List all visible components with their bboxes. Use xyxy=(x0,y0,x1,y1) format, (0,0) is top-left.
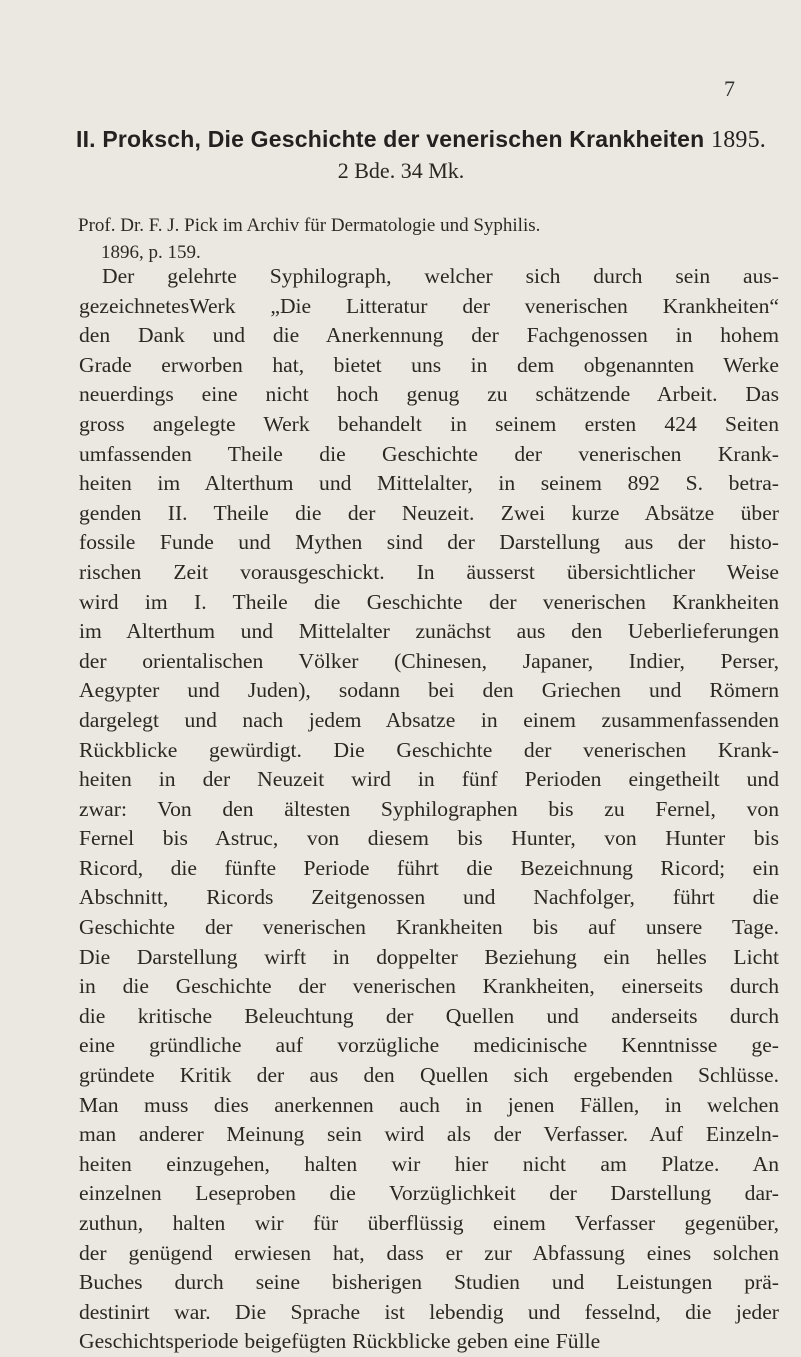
body-line: genden II. Theile die der Neuzeit. Zwei kurze Absätze über xyxy=(79,500,779,525)
body-line: man anderer Meinung sein wird als der Verfasser. Auf Einzeln- xyxy=(79,1122,779,1147)
page-number: 7 xyxy=(724,76,735,101)
body-line: umfassenden Theile die Geschichte der venerischen Krank- xyxy=(79,441,779,466)
section-title xyxy=(76,126,776,154)
body-line: Rückblicke gewürdigt. Die Geschichte der venerischen Krank- xyxy=(79,737,779,762)
body-line: Der gelehrte Syphilograph, welcher sich durch sein aus- xyxy=(102,264,779,288)
body-line: Geschichtsperiode beigefügten Rückblicke geben eine Fülle xyxy=(79,1329,601,1354)
review-citation xyxy=(78,212,778,266)
body-line: wird im I. Theile die Geschichte der venerischen Krankheiten xyxy=(79,589,779,614)
body-line: Buches durch seine bisherigen Studien und Leistungen prä- xyxy=(79,1270,779,1295)
body-line: Die Darstellung wirft in doppelter Beziehung ein helles Licht xyxy=(79,944,779,969)
review-body xyxy=(79,262,779,1357)
body-line: die kritische Beleuchtung der Quellen und anderseits durch xyxy=(79,1003,779,1028)
body-line: fossile Funde und Mythen sind der Darstellung aus der histo- xyxy=(79,530,779,555)
body-line: Grade erworben hat, bietet uns in dem obgenannten Werke xyxy=(79,352,779,377)
body-line: Man muss dies anerkennen auch in jenen Fällen, in welchen xyxy=(79,1092,779,1117)
body-line: Ricord, die fünfte Periode führt die Bezeichnung Ricord; ein xyxy=(79,855,779,880)
body-line: in die Geschichte der venerischen Krankheiten, einerseits durch xyxy=(79,974,779,999)
body-line: gründete Kritik der aus den Quellen sich ergebenden Schlüsse. xyxy=(79,1063,779,1088)
body-line: Fernel bis Astruc, von diesem bis Hunter, von Hunter bis xyxy=(79,826,779,851)
body-line: im Alterthum und Mittelalter zunächst aus den Ueberlieferungen xyxy=(79,619,779,644)
body-line: Abschnitt, Ricords Zeitgenossen und Nachfolger, führt die xyxy=(79,885,779,910)
body-line: den Dank und die Anerkennung der Fachgenossen in hohem xyxy=(79,323,779,348)
body-line: Aegypter und Juden), sodann bei den Griechen und Römern xyxy=(79,678,779,703)
body-line: heiten einzugehen, halten wir hier nicht am Platze. An xyxy=(79,1151,779,1176)
section-subtitle: 2 Bde. 34 Mk. xyxy=(337,158,465,183)
body-line: rischen Zeit vorausgeschickt. In äusserst übersichtlicher Weise xyxy=(79,559,779,584)
section-title-text: II. Proksch, Die Geschichte der venerischen Krankheiten xyxy=(76,126,705,152)
body-line: dargelegt und nach jedem Absatze in einem zusammenfassenden xyxy=(79,707,779,732)
body-line: heiten im Alterthum und Mittelalter, in seinem 892 S. betra- xyxy=(79,471,779,496)
body-line: neuerdings eine nicht hoch genug zu schätzende Arbeit. Das xyxy=(79,382,779,407)
body-line: der orientalischen Völker (Chinesen, Japaner, Indier, Perser, xyxy=(79,648,779,673)
body-line: destinirt war. Die Sprache ist lebendig und fesselnd, die jeder xyxy=(79,1299,779,1324)
body-line: zuthun, halten wir für überflüssig einem Verfasser gegenüber, xyxy=(79,1211,779,1235)
body-line: der genügend erwiesen hat, dass er zur Abfassung eines solchen xyxy=(79,1240,779,1265)
body-line: gross angelegte Werk behandelt in seinem ersten 424 Seiten xyxy=(79,411,779,436)
citation-line-2: 1896, p. 159. xyxy=(101,242,201,263)
body-line: heiten in der Neuzeit wird in fünf Perioden eingetheilt und xyxy=(79,767,779,792)
body-line: zwar: Von den ältesten Syphilographen bis zu Fernel, von xyxy=(79,796,779,821)
body-line: eine gründliche auf vorzügliche medicinische Kenntnisse ge- xyxy=(79,1033,779,1058)
body-line: Geschichte der venerischen Krankheiten bis auf unsere Tage. xyxy=(79,915,779,940)
body-line: einzelnen Leseproben die Vorzüglichkeit der Darstellung dar- xyxy=(79,1181,779,1206)
section-title-year: 1895. xyxy=(711,127,766,153)
citation-line-1: Prof. Dr. F. J. Pick im Archiv für Dermatologie und Syphilis. xyxy=(78,215,541,236)
body-line: gezeichnetesWerk „Die Litteratur der venerischen Krankheiten“ xyxy=(79,293,779,318)
